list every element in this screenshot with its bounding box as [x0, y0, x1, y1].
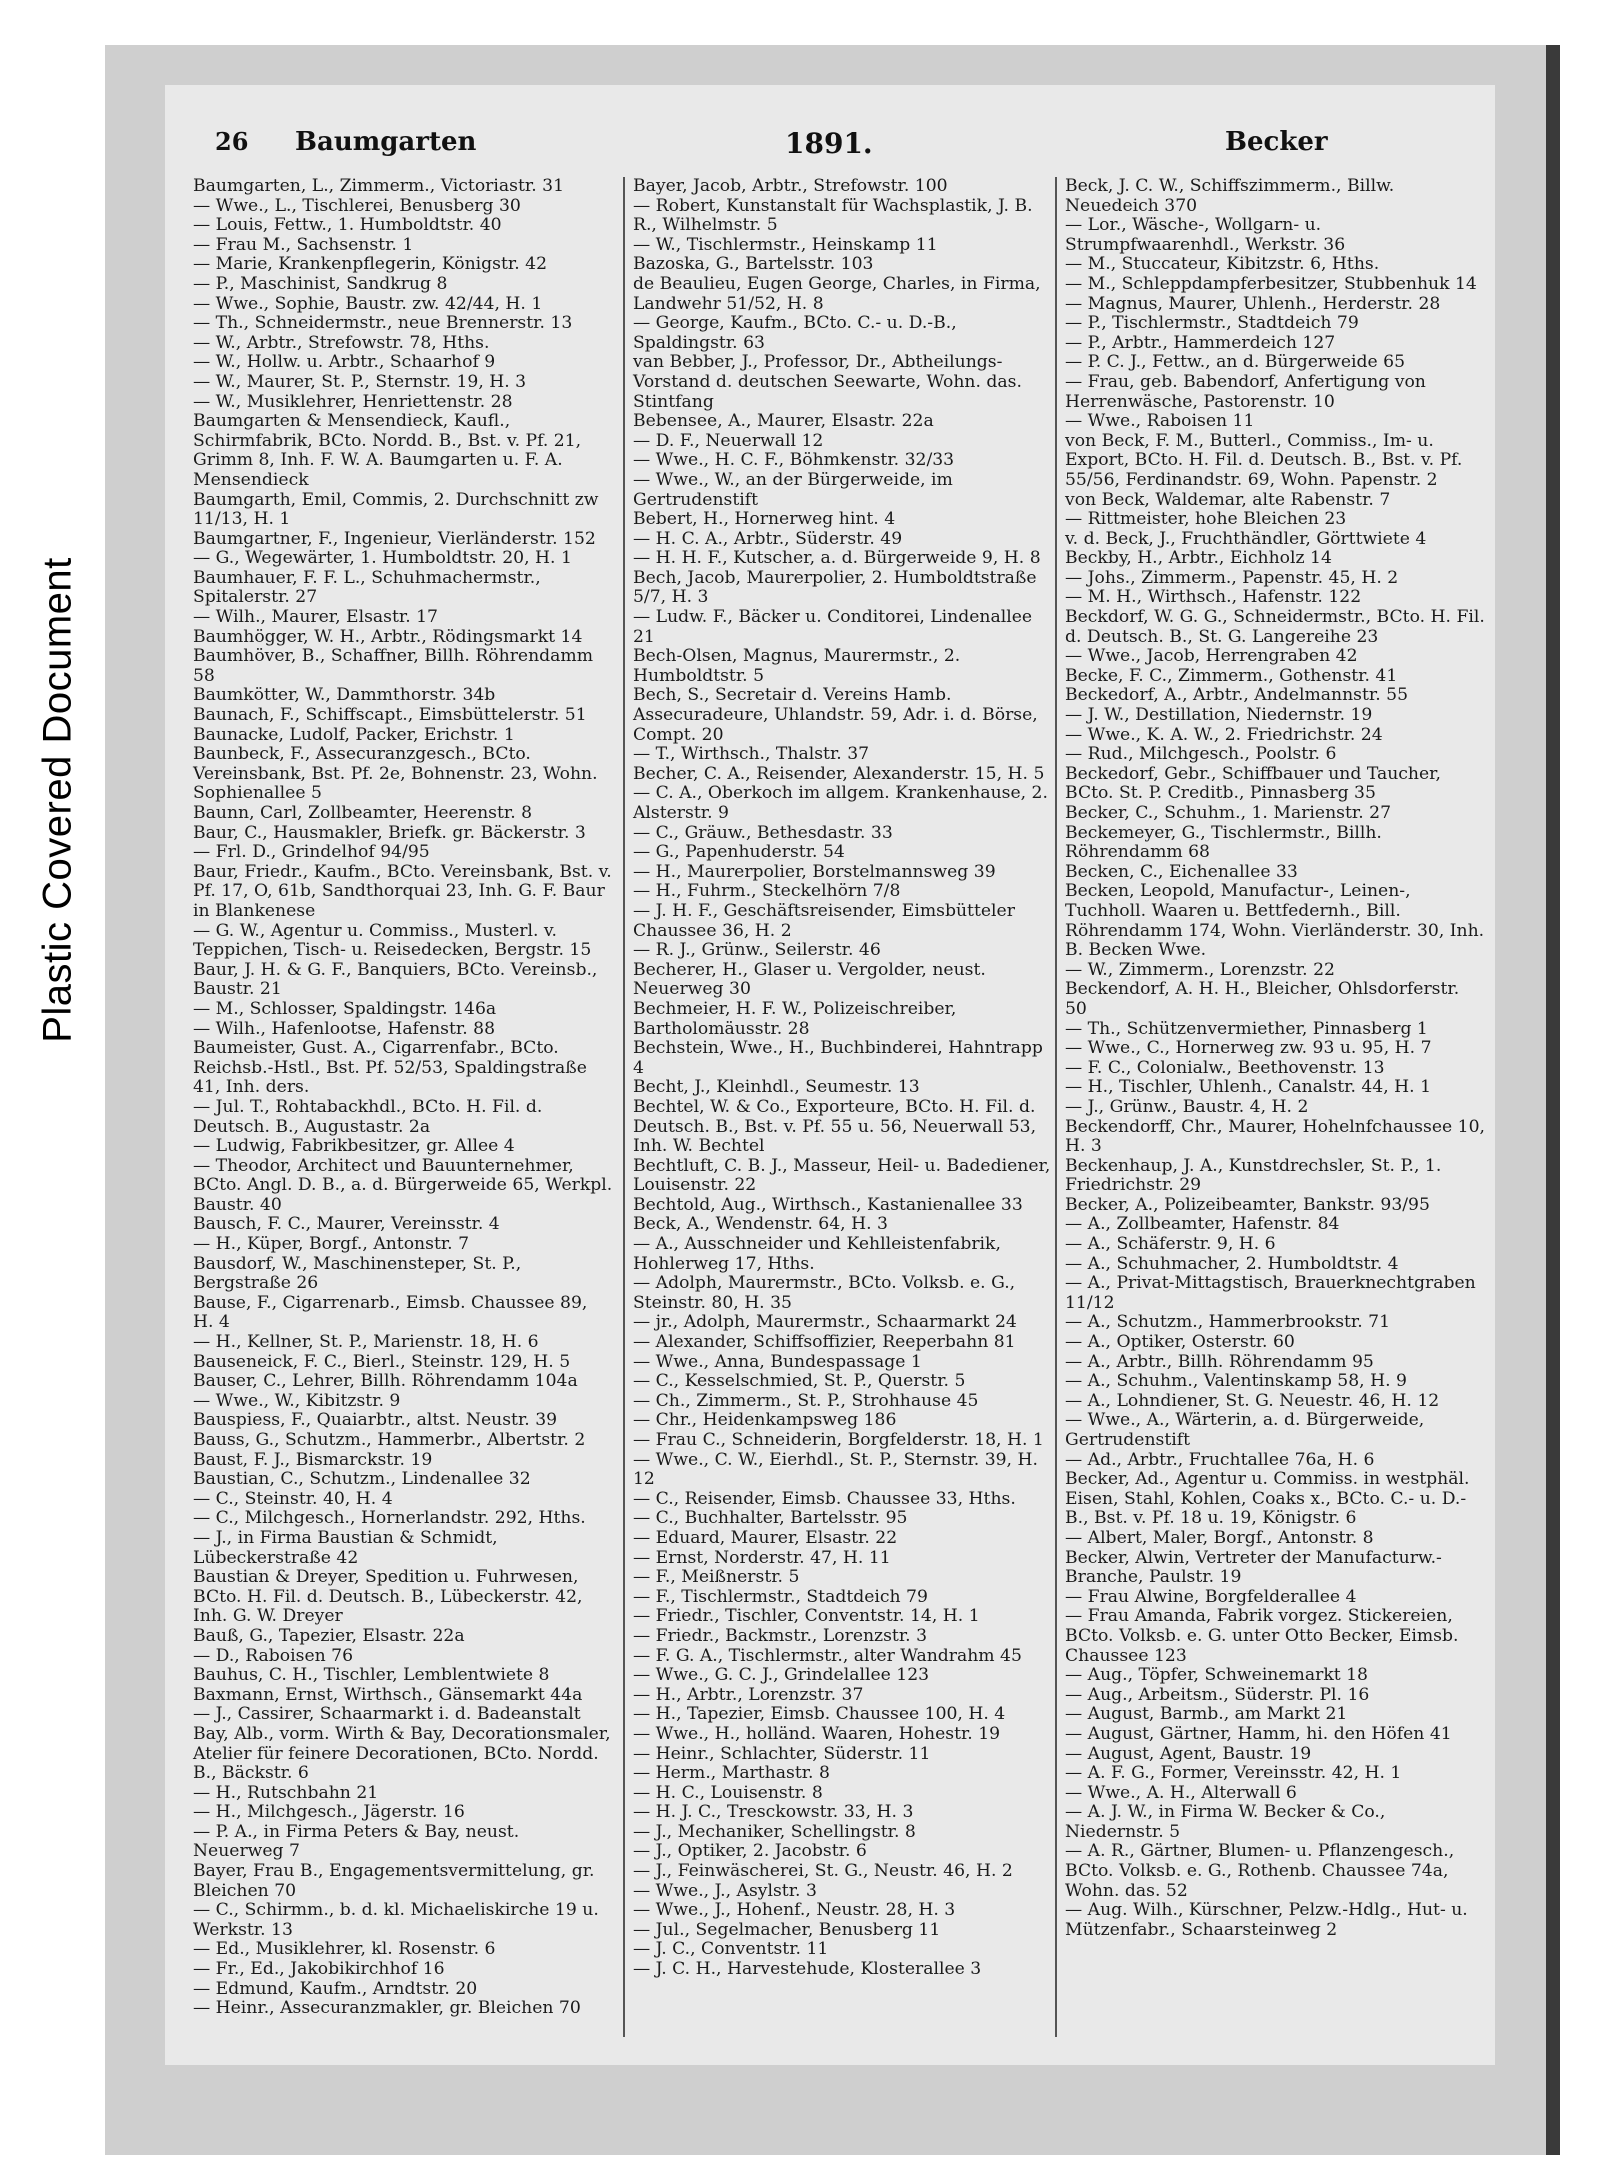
- directory-entry: Bechtold, Aug., Wirthsch., Kastanienallee 33: [633, 1194, 1023, 1215]
- directory-entry: — Wwe., K. A. W., 2. Friedrichstr. 24: [1065, 724, 1383, 745]
- directory-entry: — C., Buchhalter, Bartelsstr. 95: [633, 1508, 908, 1529]
- directory-entry: Bauspiess, F., Quaiarbtr., altst. Neustr. 39: [193, 1410, 558, 1431]
- directory-entry: — Rud., Milchgesch., Poolstr. 6: [1065, 744, 1337, 765]
- page-number: 26: [215, 127, 249, 156]
- directory-entry: — Wwe., W., an der Bürgerweide, im Gertrudenstift: [633, 469, 959, 510]
- directory-entry: — J. C. H., Harvestehude, Klosterallee 3: [633, 1959, 982, 1980]
- directory-entry: — Theodor, Architect und Bauunternehmer, BCto. Angl. D. B., a. d. Bürgerweide 65, Werkpl. Baustr. 40: [193, 1155, 618, 1215]
- directory-entry: — A., Schuhmacher, 2. Humboldtstr. 4: [1065, 1253, 1399, 1274]
- directory-entry: Baunach, F., Schiffscapt., Eimsbüttelerstr. 51: [193, 705, 587, 726]
- directory-entry: — Friedr., Backmstr., Lorenzstr. 3: [633, 1625, 928, 1646]
- directory-entry: Beck, J. C. W., Schiffszimmerm., Billw. Neuedeich 370: [1065, 176, 1400, 216]
- directory-entry: — Ad., Arbtr., Fruchtallee 76a, H. 6: [1065, 1449, 1375, 1470]
- directory-entry: — Ernst, Norderstr. 47, H. 11: [633, 1547, 891, 1568]
- directory-entry: — Wwe., A. H., Alterwall 6: [1065, 1782, 1297, 1803]
- directory-entry: Becker, C., Schuhm., 1. Marienstr. 27: [1065, 803, 1392, 823]
- directory-entry: — H., Tapezier, Eimsb. Chaussee 100, H. 4: [633, 1704, 1006, 1725]
- directory-entry: — W., Musiklehrer, Henriettenstr. 28: [193, 391, 513, 412]
- directory-entry: Beck, A., Wendenstr. 64, H. 3: [633, 1214, 888, 1235]
- directory-entry: Becker, Ad., Agentur u. Commiss. in westphäl. Eisen, Stahl, Kohlen, Coaks x., BCto. C.- u. D.-B., Bst. v. Pf. 18 u. 19, Königstr. 6: [1065, 1469, 1475, 1529]
- directory-entry: — August, Agent, Baustr. 19: [1065, 1743, 1312, 1764]
- directory-entry: Bechstein, Wwe., H., Buchbinderei, Hahntrapp 4: [633, 1038, 1049, 1078]
- directory-entry: — A., Ausschneider und Kehlleistenfabrik, Hohlerweg 17, Hths.: [633, 1234, 1007, 1274]
- directory-entry: Bech, Jacob, Maurerpolier, 2. Humboldtstraße 5/7, H. 3: [633, 567, 1043, 608]
- scanned-sheet: [105, 45, 1560, 2155]
- directory-entry: — M., Schleppdampferbesitzer, Stubbenhuk 14: [1065, 273, 1477, 294]
- directory-entry: — W., Tischlermstr., Heinskamp 11: [633, 234, 938, 255]
- directory-entry: Bause, F., Cigarrenarb., Eimsb. Chaussee 89, H. 4: [193, 1292, 593, 1333]
- directory-entry: Bauser, C., Lehrer, Billh. Röhrendamm 104a: [193, 1371, 578, 1392]
- directory-entry: — Ludw. F., Bäcker u. Conditorei, Lindenallee 21: [633, 607, 1038, 647]
- directory-entry: — Heinr., Assecuranzmakler, gr. Bleichen 70: [193, 1998, 581, 2019]
- directory-entry: — August, Gärtner, Hamm, hi. den Höfen 41: [1065, 1723, 1452, 1744]
- plastic-covered-label: Plastic Covered Document: [35, 557, 80, 1043]
- directory-entry: Baxmann, Ernst, Wirthsch., Gänsemarkt 44a: [193, 1684, 583, 1705]
- sheet-edge: [1546, 45, 1560, 2155]
- directory-entry: von Beck, F. M., Butterl., Commiss., Im- u. Export, BCto. H. Fil. d. Deutsch. B., Bst. v. Pf. 55/56, Ferdinandstr. 69, Wohn. Papenstr. 2: [1065, 430, 1468, 490]
- directory-entry: Beckdorf, W. G. G., Schneidermstr., BCto. H. Fil. d. Deutsch. B., St. G. Langereihe 23: [1065, 607, 1491, 647]
- directory-entry: — Wwe., Anna, Bundespassage 1: [633, 1351, 922, 1372]
- directory-entry: Bay, Alb., vorm. Wirth & Bay, Decorationsmaler, Atelier für feinere Decorationen, BCto. Nordd. B., Bäckstr. 6: [193, 1723, 617, 1784]
- directory-entry: — Ed., Musiklehrer, kl. Rosenstr. 6: [193, 1939, 496, 1960]
- directory-entry: — J. W., Destillation, Niedernstr. 19: [1065, 705, 1373, 726]
- directory-entry: — C., Reisender, Eimsb. Chaussee 33, Hths.: [633, 1488, 1016, 1509]
- directory-entry: — G. W., Agentur u. Commiss., Musterl. v. Teppichen, Tisch- u. Reisedecken, Bergstr. 15: [193, 920, 592, 961]
- directory-entry: — C. A., Oberkoch im allgem. Krankenhause, 2. Alsterstr. 9: [633, 783, 1054, 823]
- directory-entry: Baustian, C., Schutzm., Lindenallee 32: [193, 1469, 531, 1490]
- header-year: 1891.: [785, 127, 873, 160]
- directory-entry: — A., Lohndiener, St. G. Neuestr. 46, H. 12: [1065, 1390, 1440, 1411]
- directory-entry: Baur, J. H. & G. F., Banquiers, BCto. Vereinsb., Baustr. 21: [193, 959, 603, 1000]
- directory-entry: — Johs., Zimmerm., Papenstr. 45, H. 2: [1065, 567, 1399, 588]
- directory-entry: Becken, C., Eichenallee 33: [1065, 861, 1298, 882]
- directory-entry: — A., Schuhm., Valentinskamp 58, H. 9: [1065, 1371, 1407, 1392]
- directory-entry: — A. R., Gärtner, Blumen- u. Pflanzengesch., BCto. Volksb. e. G., Rothenb. Chaussee 74a, Wohn. das. 52: [1065, 1841, 1460, 1901]
- directory-entry: Bauhus, C. H., Tischler, Lemblentwiete 8: [193, 1665, 550, 1686]
- directory-entry: — J., Feinwäscherei, St. G., Neustr. 46, H. 2: [633, 1861, 1013, 1882]
- directory-entry: — A., Optiker, Osterstr. 60: [1065, 1332, 1295, 1353]
- sidebar-label-area: [0, 0, 100, 2177]
- directory-entry: — H., Rutschbahn 21: [193, 1782, 379, 1803]
- directory-entry: — Wwe., Sophie, Baustr. zw. 42/44, H. 1: [193, 293, 543, 314]
- directory-entry: Bayer, Jacob, Arbtr., Strefowstr. 100: [633, 176, 948, 196]
- directory-entry: — H. J. C., Tresckowstr. 33, H. 3: [633, 1802, 914, 1823]
- directory-entry: Baunn, Carl, Zollbeamter, Heerenstr. 8: [193, 803, 533, 823]
- directory-entry: Bauss, G., Schutzm., Hammerbr., Albertstr. 2: [193, 1430, 586, 1450]
- directory-entry: Bechtel, W. & Co., Exporteure, BCto. H. Fil. d. Deutsch. B., Bst. v. Pf. 55 u. 56, Neuerwall 53, Inh. W. Bechtel: [633, 1096, 1042, 1157]
- directory-entry: — Edmund, Kaufm., Arndtstr. 20: [193, 1978, 478, 1999]
- directory-entry: — R. J., Grünw., Seilerstr. 46: [633, 940, 881, 961]
- directory-entry: — G., Papenhuderstr. 54: [633, 842, 845, 863]
- directory-entry: Beckby, H., Arbtr., Eichholz 14: [1065, 548, 1332, 569]
- directory-entry: van Bebber, J., Professor, Dr., Abtheilungs-Vorstand d. deutschen Seewarte, Wohn. das. Stintfang: [633, 352, 1028, 412]
- directory-entry: — H., Kellner, St. P., Marienstr. 18, H. 6: [193, 1332, 539, 1353]
- directory-entry: — Wwe., C. W., Eierhdl., St. P., Sternstr. 39, H. 12: [633, 1449, 1044, 1490]
- directory-entry: — Frau Alwine, Borgfelderallee 4: [1065, 1586, 1357, 1607]
- directory-entry: — H., Milchgesch., Jägerstr. 16: [193, 1802, 465, 1823]
- directory-entry: — Jul. T., Rohtabackhdl., BCto. H. Fil. d. Deutsch. B., Augustastr. 2a: [193, 1096, 548, 1137]
- directory-entry: — Frl. D., Grindelhof 94/95: [193, 842, 430, 863]
- directory-entry: — W., Hollw. u. Arbtr., Schaarhof 9: [193, 352, 496, 373]
- directory-entry: — J., in Firma Baustian & Schmidt, Lübeckerstraße 42: [193, 1527, 504, 1568]
- directory-entry: — Jul., Segelmacher, Benusberg 11: [633, 1919, 941, 1940]
- directory-entry: — Marie, Krankenpflegerin, Königstr. 42: [193, 254, 548, 275]
- directory-entry: — Herm., Marthastr. 8: [633, 1763, 830, 1784]
- directory-entry: Becher, C. A., Reisender, Alexanderstr. 15, H. 5: [633, 763, 1045, 784]
- directory-entry: — H. C., Louisenstr. 8: [633, 1782, 823, 1803]
- directory-entry: Baur, C., Hausmakler, Briefk. gr. Bäckerstr. 3: [193, 822, 586, 843]
- directory-entry: — J., Optiker, 2. Jacobstr. 6: [633, 1841, 867, 1862]
- directory-entry: v. d. Beck, J., Fruchthändler, Görttwiete 4: [1065, 528, 1427, 549]
- directory-entry: Baumgarten & Mensendieck, Kaufl., Schirmfabrik, BCto. Nordd. B., Bst. v. Pf. 21, Grimm 8, Inh. F. W. A. Baumgarten u. F. A. Mensendieck: [193, 411, 587, 490]
- directory-entry: Beckenhaup, J. A., Kunstdrechsler, St. P., 1. Friedrichstr. 29: [1065, 1155, 1447, 1196]
- directory-page: [165, 85, 1495, 2065]
- directory-entry: Baunacke, Ludolf, Packer, Erichstr. 1: [193, 724, 515, 745]
- directory-entry: — J., Cassirer, Schaarmarkt i. d. Badeanstalt: [193, 1704, 581, 1725]
- column-left: [193, 176, 618, 2037]
- directory-entry: — Lor., Wäsche-, Wollgarn- u. Strumpfwaarenhdl., Werkstr. 36: [1065, 215, 1346, 255]
- directory-entry: Baumhögger, W. H., Arbtr., Rödingsmarkt 14: [193, 626, 583, 647]
- directory-entry: — Wwe., Jacob, Herrengraben 42: [1065, 646, 1358, 667]
- directory-entry: — Aug., Arbeitsm., Süderstr. Pl. 16: [1065, 1684, 1370, 1705]
- directory-entry: Bech, S., Secretair d. Vereins Hamb. Assecuradeure, Uhlandstr. 59, Adr. i. d. Börse, Compt. 20: [633, 685, 1044, 745]
- directory-entry: — J., Grünw., Baustr. 4, H. 2: [1065, 1096, 1309, 1117]
- directory-entry: — August, Barmb., am Markt 21: [1065, 1704, 1348, 1725]
- directory-entry: — T., Wirthsch., Thalstr. 37: [633, 744, 870, 765]
- directory-entry: Beckendorf, A. H. H., Bleicher, Ohlsdorferstr. 50: [1065, 979, 1465, 1019]
- directory-entry: — Ch., Zimmerm., St. P., Strohhause 45: [633, 1390, 979, 1411]
- directory-entry: Bausch, F. C., Maurer, Vereinsstr. 4: [193, 1214, 500, 1235]
- directory-entry: — A. J. W., in Firma W. Becker & Co., Niedernstr. 5: [1065, 1802, 1391, 1842]
- directory-entry: — Fr., Ed., Jakobikirchhof 16: [193, 1959, 445, 1980]
- directory-entry: — A., Arbtr., Billh. Röhrendamm 95: [1065, 1351, 1374, 1372]
- directory-entry: — Frau Amanda, Fabrik vorgez. Stickereien, BCto. Volksb. e. G. unter Otto Becker, Eimsb. Chaussee 123: [1065, 1606, 1464, 1666]
- directory-entry: — C., Milchgesch., Hornerlandstr. 292, Hths.: [193, 1508, 586, 1529]
- directory-entry: — P., Arbtr., Hammerdeich 127: [1065, 332, 1336, 353]
- directory-entry: Baumkötter, W., Dammthorstr. 34b: [193, 685, 496, 706]
- directory-entry: Becker, A., Polizeibeamter, Bankstr. 93/95: [1065, 1194, 1430, 1215]
- page-header: [165, 127, 1495, 167]
- directory-entry: — H., Küper, Borgf., Antonstr. 7: [193, 1234, 470, 1255]
- directory-entry: Baumgartner, F., Ingenieur, Vierländerstr. 152: [193, 528, 596, 549]
- directory-entry: — W., Zimmerm., Lorenzstr. 22: [1065, 959, 1335, 980]
- directory-entry: Becht, J., Kleinhdl., Seumestr. 13: [633, 1077, 920, 1098]
- directory-entry: — Eduard, Maurer, Elsastr. 22: [633, 1527, 898, 1548]
- directory-entry: — H., Maurerpolier, Borstelmannsweg 39: [633, 861, 996, 882]
- directory-entry: Baumeister, Gust. A., Cigarrenfabr., BCto. Reichsb.-Hstl., Bst. Pf. 52/53, Spaldingstraße 41, Inh. ders.: [193, 1038, 593, 1098]
- directory-entry: — Wilh., Maurer, Elsastr. 17: [193, 607, 438, 628]
- directory-entry: — Robert, Kunstanstalt für Wachsplastik, J. B. R., Wilhelmstr. 5: [633, 195, 1039, 236]
- directory-entry: — A., Schäferstr. 9, H. 6: [1065, 1234, 1276, 1255]
- directory-entry: — M. H., Wirthsch., Hafenstr. 122: [1065, 587, 1362, 608]
- directory-entry: — P., Tischlermstr., Stadtdeich 79: [1065, 313, 1359, 334]
- directory-entry: — Wwe., A., Wärterin, a. d. Bürgerweide, Gertrudenstift: [1065, 1410, 1430, 1450]
- directory-entry: — Heinr., Schlachter, Süderstr. 11: [633, 1743, 931, 1764]
- directory-entry: — Alexander, Schiffsoffizier, Reeperbahn 81: [633, 1332, 1016, 1353]
- directory-entry: — M., Stuccateur, Kibitzstr. 6, Hths.: [1065, 254, 1380, 275]
- directory-entry: Baunbeck, F., Assecuranzgesch., BCto. Vereinsbank, Bst. Pf. 2e, Bohnenstr. 23, Wohn. Sophienallee 5: [193, 744, 604, 804]
- directory-entry: Beckedorf, Gebr., Schiffbauer und Taucher, BCto. St. P. Creditb., Pinnasberg 35: [1065, 763, 1447, 804]
- directory-entry: — Wwe., H., holländ. Waaren, Hohestr. 19: [633, 1723, 1001, 1744]
- directory-entry: — P., Maschinist, Sandkrug 8: [193, 273, 448, 294]
- directory-entry: Bauß, G., Tapezier, Elsastr. 22a: [193, 1625, 465, 1646]
- directory-entry: — M., Schlosser, Spaldingstr. 146a: [193, 998, 497, 1019]
- directory-entry: Becker, Alwin, Vertreter der Manufacturw.-Branche, Paulstr. 19: [1065, 1547, 1442, 1588]
- directory-entry: — H., Tischler, Uhlenh., Canalstr. 44, H. 1: [1065, 1077, 1432, 1098]
- directory-entry: — H. C. A., Arbtr., Süderstr. 49: [633, 528, 903, 549]
- directory-entry: — J. H. F., Geschäftsreisender, Eimsbütteler Chaussee 36, H. 2: [633, 900, 1021, 941]
- directory-entry: — C., Kesselschmied, St. P., Querstr. 5: [633, 1371, 966, 1392]
- directory-entry: Baumgarth, Emil, Commis, 2. Durchschnitt zw 11/13, H. 1: [193, 489, 604, 530]
- directory-entry: Bech-Olsen, Magnus, Maurermstr., 2. Humboldtstr. 5: [633, 646, 966, 686]
- directory-entry: — C., Gräuw., Bethesdastr. 33: [633, 822, 893, 843]
- directory-entry: — Ludwig, Fabrikbesitzer, gr. Allee 4: [193, 1136, 515, 1157]
- directory-entry: — Wwe., C., Hornerweg zw. 93 u. 95, H. 7: [1065, 1038, 1432, 1059]
- directory-columns: [165, 177, 1495, 2037]
- directory-entry: — Magnus, Maurer, Uhlenh., Herderstr. 28: [1065, 293, 1441, 314]
- directory-entry: — Wwe., L., Tischlerei, Benusberg 30: [193, 195, 521, 216]
- directory-entry: — F., Meißnerstr. 5: [633, 1567, 800, 1588]
- directory-entry: Baumhauer, F. F. L., Schuhmachermstr., Spitalerstr. 27: [193, 567, 547, 608]
- directory-entry: — P. A., in Firma Peters & Bay, neust. Neuerweg 7: [193, 1821, 525, 1862]
- directory-entry: Baur, Friedr., Kaufm., BCto. Vereinsbank, Bst. v. Pf. 17, O, 61b, Sandthorquai 23, Inh. G. F. Baur in Blankenese: [193, 861, 618, 921]
- directory-entry: — Friedr., Tischler, Conventstr. 14, H. 1: [633, 1606, 980, 1627]
- directory-entry: — Frau C., Schneiderin, Borgfelderstr. 18, H. 1: [633, 1430, 1044, 1450]
- directory-entry: Bechmeier, H. F. W., Polizeischreiber, Bartholomäusstr. 28: [633, 998, 962, 1039]
- directory-entry: Bauseneick, F. C., Bierl., Steinstr. 129, H. 5: [193, 1351, 571, 1372]
- directory-entry: — D. F., Neuerwall 12: [633, 430, 824, 451]
- directory-entry: — W., Arbtr., Strefowstr. 78, Hths.: [193, 332, 490, 353]
- header-right-keyword: Becker: [1225, 127, 1328, 157]
- directory-entry: Becken, Leopold, Manufactur-, Leinen-, Tuchholl. Waaren u. Bettfedernh., Bill. Röhrendamm 174, Wohn. Vierländerstr. 30, Inh. B. Becken Wwe.: [1065, 881, 1490, 961]
- directory-entry: — G., Wegewärter, 1. Humboldtstr. 20, H. 1: [193, 548, 572, 569]
- directory-entry: — A., Schutzm., Hammerbrookstr. 71: [1065, 1312, 1391, 1333]
- header-left-keyword: Baumgarten: [295, 127, 477, 157]
- directory-entry: de Beaulieu, Eugen George, Charles, in Firma, Landwehr 51/52, H. 8: [633, 273, 1047, 314]
- directory-entry: — Louis, Fettw., 1. Humboldtstr. 40: [193, 215, 502, 236]
- directory-entry: — H. H. F., Kutscher, a. d. Bürgerweide 9, H. 8: [633, 548, 1041, 569]
- directory-entry: Baustian & Dreyer, Spedition u. Fuhrwesen, BCto. H. Fil. d. Deutsch. B., Lübeckerstr. 42, Inh. G. W. Dreyer: [193, 1567, 588, 1627]
- directory-entry: — W., Maurer, St. P., Sternstr. 19, H. 3: [193, 371, 527, 392]
- directory-entry: — Adolph, Maurermstr., BCto. Volksb. e. G., Steinstr. 80, H. 35: [633, 1273, 1021, 1313]
- column-middle: [633, 176, 1056, 2037]
- directory-entry: Baumhöver, B., Schaffner, Billh. Röhrendamm 58: [193, 646, 599, 686]
- directory-entry: — Wwe., Raboisen 11: [1065, 411, 1255, 432]
- directory-entry: — H., Fuhrm., Steckelhörn 7/8: [633, 881, 901, 902]
- directory-entry: — Aug., Töpfer, Schweinemarkt 18: [1065, 1665, 1368, 1686]
- directory-entry: — A., Privat-Mittagstisch, Brauerknechtgraben 11/12: [1065, 1273, 1482, 1313]
- directory-entry: — Albert, Maler, Borgf., Antonstr. 8: [1065, 1527, 1374, 1548]
- column-right: [1065, 176, 1491, 2037]
- directory-entry: — J., Mechaniker, Schellingstr. 8: [633, 1821, 916, 1842]
- directory-entry: Baust, F. J., Bismarckstr. 19: [193, 1449, 433, 1470]
- directory-entry: — George, Kaufm., BCto. C.- u. D.-B., Spaldingstr. 63: [633, 313, 963, 353]
- directory-entry: — Rittmeister, hohe Bleichen 23: [1065, 509, 1347, 530]
- directory-entry: Bechtluft, C. B. J., Masseur, Heil- u. Badediener, Louisenstr. 22: [633, 1155, 1056, 1196]
- directory-entry: — Frau M., Sachsenstr. 1: [193, 234, 414, 255]
- directory-entry: — jr., Adolph, Maurermstr., Schaarmarkt 24: [633, 1312, 1017, 1333]
- directory-entry: — Wwe., W., Kibitzstr. 9: [193, 1390, 401, 1411]
- directory-entry: Bayer, Frau B., Engagementsvermittelung, gr. Bleichen 70: [193, 1861, 600, 1901]
- directory-entry: — F. G. A., Tischlermstr., alter Wandrahm 45: [633, 1645, 1022, 1666]
- directory-entry: — A., Zollbeamter, Hafenstr. 84: [1065, 1214, 1340, 1235]
- directory-entry: — H., Arbtr., Lorenzstr. 37: [633, 1684, 864, 1705]
- directory-entry: — Wwe., J., Asylstr. 3: [633, 1880, 817, 1901]
- directory-entry: — Th., Schützenvermiether, Pinnasberg 1: [1065, 1018, 1428, 1039]
- directory-entry: — Wwe., G. C. J., Grindelallee 123: [633, 1665, 930, 1686]
- directory-entry: Beckendorff, Chr., Maurer, Hohelnfchaussee 10, H. 3: [1065, 1116, 1491, 1157]
- directory-entry: Bausdorf, W., Maschinensteper, St. P., Bergstraße 26: [193, 1253, 527, 1294]
- directory-entry: — F. C., Colonialw., Beethovenstr. 13: [1065, 1057, 1385, 1078]
- directory-entry: — C., Schirmm., b. d. kl. Michaeliskirche 19 u. Werkstr. 13: [193, 1900, 605, 1940]
- directory-entry: von Beck, Waldemar, alte Rabenstr. 7: [1065, 489, 1391, 510]
- directory-entry: — F., Tischlermstr., Stadtdeich 79: [633, 1586, 928, 1607]
- directory-entry: — Chr., Heidenkampsweg 186: [633, 1410, 897, 1431]
- directory-entry: Becherer, H., Glaser u. Vergolder, neust. Neuerweg 30: [633, 959, 992, 1000]
- directory-entry: — D., Raboisen 76: [193, 1645, 354, 1666]
- directory-entry: Becke, F. C., Zimmerm., Gothenstr. 41: [1065, 665, 1398, 686]
- directory-entry: — J. C., Conventstr. 11: [633, 1939, 829, 1960]
- directory-entry: — Wwe., H. C. F., Böhmkenstr. 32/33: [633, 450, 955, 471]
- directory-entry: — Wilh., Hafenlootse, Hafenstr. 88: [193, 1018, 496, 1039]
- directory-entry: Bebensee, A., Maurer, Elsastr. 22a: [633, 411, 934, 432]
- directory-entry: — C., Steinstr. 40, H. 4: [193, 1488, 393, 1509]
- directory-entry: Bebert, H., Hornerweg hint. 4: [633, 509, 896, 530]
- directory-entry: — P. C. J., Fettw., an d. Bürgerweide 65: [1065, 352, 1406, 373]
- directory-entry: — Frau, geb. Babendorf, Anfertigung von Herrenwäsche, Pastorenstr. 10: [1065, 371, 1432, 412]
- directory-entry: Beckedorf, A., Arbtr., Andelmannstr. 55: [1065, 685, 1408, 706]
- directory-entry: — Th., Schneidermstr., neue Brennerstr. 13: [193, 313, 573, 334]
- directory-entry: — Wwe., J., Hohenf., Neustr. 28, H. 3: [633, 1900, 956, 1921]
- directory-entry: Beckemeyer, G., Tischlermstr., Billh. Röhrendamm 68: [1065, 822, 1388, 863]
- directory-entry: — A. F. G., Former, Vereinsstr. 42, H. 1: [1065, 1763, 1402, 1784]
- directory-entry: Baumgarten, L., Zimmerm., Victoriastr. 31: [193, 176, 564, 196]
- directory-entry: — Aug. Wilh., Kürschner, Pelzw.-Hdlg., Hut- u. Mützenfabr., Schaarsteinweg 2: [1065, 1900, 1474, 1940]
- directory-entry: Bazoska, G., Bartelsstr. 103: [633, 254, 874, 275]
